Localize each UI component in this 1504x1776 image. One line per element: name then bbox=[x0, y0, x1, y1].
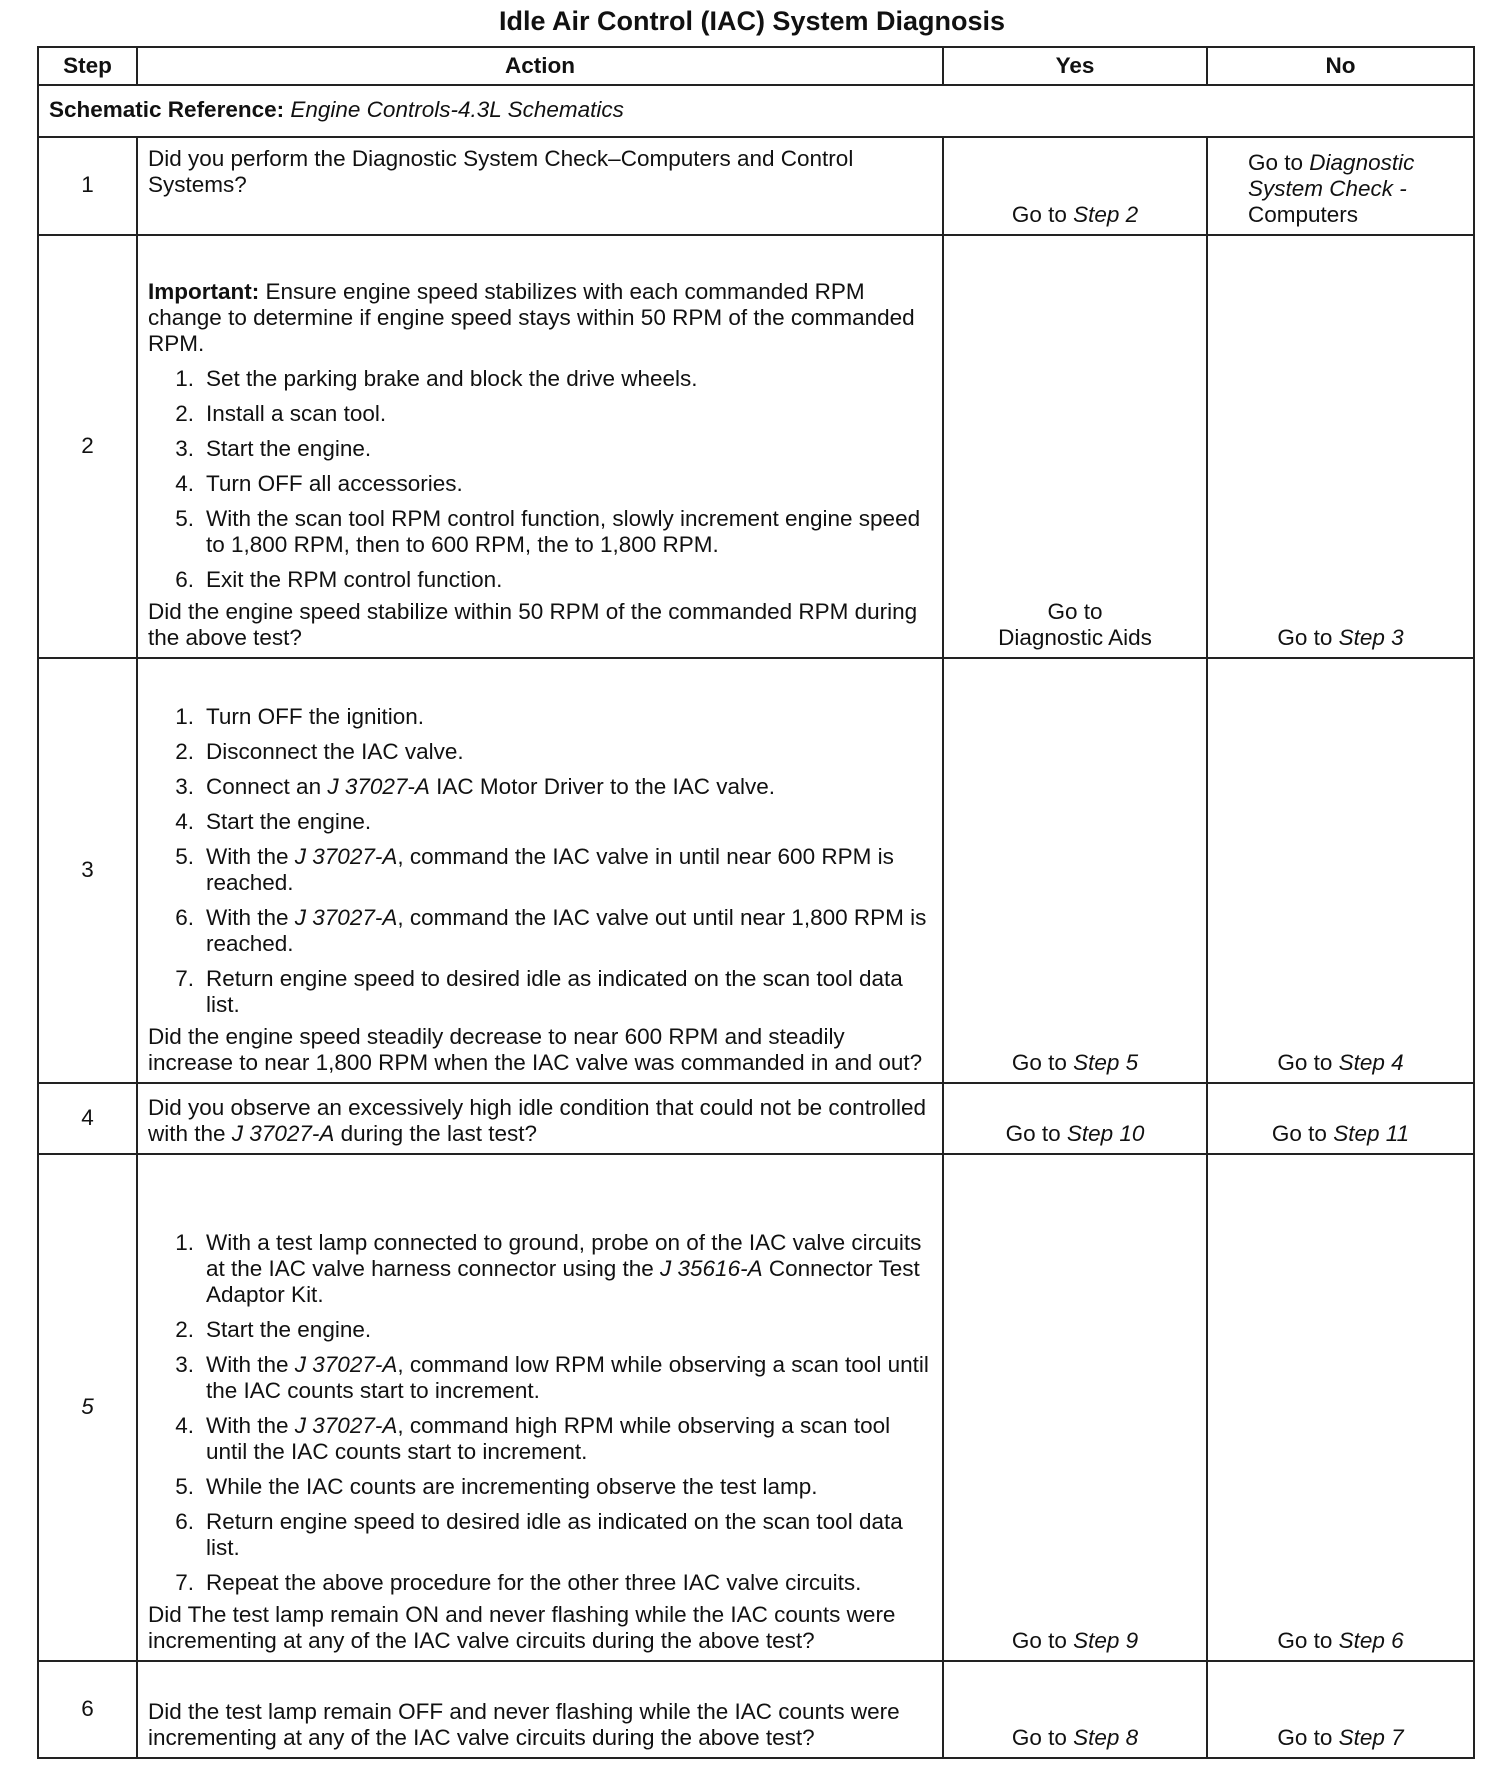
list-item: 6. With the J 37027-A, command the IAC valve out until near 1,800 RPM is reached. bbox=[175, 905, 927, 956]
step-number: 4 bbox=[38, 1083, 137, 1154]
table-row bbox=[38, 137, 1474, 235]
list-item: 3. Start the engine. bbox=[175, 436, 372, 461]
action-cell bbox=[137, 1154, 943, 1661]
no-cell: Go to Step 4 bbox=[1207, 658, 1474, 1083]
list-item: 7. Repeat the above procedure for the other three IAC valve circuits. bbox=[175, 1570, 862, 1595]
list-item: 4. Turn OFF all accessories. bbox=[175, 471, 463, 496]
question-text: Did you observe an excessively high idle condition that could not be controlled with the J 37027-A during the last test? bbox=[148, 1095, 926, 1146]
list-item: 3. With the J 37027-A, command low RPM while observing a scan tool until the IAC counts start to increment. bbox=[175, 1352, 929, 1403]
schematic-label: Schematic Reference: bbox=[49, 97, 285, 122]
yes-ref: Step 2 bbox=[1073, 202, 1139, 227]
step-list bbox=[148, 704, 932, 1018]
no-prefix: Go to bbox=[1248, 150, 1310, 175]
list-item: 2. Install a scan tool. bbox=[175, 401, 387, 426]
list-item: 5. While the IAC counts are incrementing observe the test lamp. bbox=[175, 1474, 818, 1499]
question-text: Did the test lamp remain OFF and never flashing while the IAC counts were incrementing at any of the IAC valve circuits during the above test? bbox=[148, 1699, 900, 1750]
list-item: 1. Set the parking brake and block the drive wheels. bbox=[175, 366, 698, 391]
yes-line1: Go to bbox=[1047, 599, 1103, 624]
yes-ref: Step 10 bbox=[1066, 1121, 1145, 1146]
schematic-row bbox=[38, 85, 1474, 137]
yes-cell: Go to Step 9 bbox=[943, 1154, 1207, 1661]
no-ref: Step 11 bbox=[1333, 1121, 1410, 1146]
important-text: Ensure engine speed stabilizes with each commanded RPM change to determine if engine speed stays within 50 RPM of the commanded RPM. bbox=[148, 279, 915, 356]
table-row bbox=[38, 658, 1474, 1083]
step-list bbox=[148, 366, 932, 593]
yes-cell bbox=[943, 235, 1207, 658]
schematic-reference bbox=[38, 85, 1474, 137]
yes-cell: Go to Step 5 bbox=[943, 658, 1207, 1083]
action-cell bbox=[137, 235, 943, 658]
tool-ref: J 37027-A bbox=[294, 905, 398, 930]
list-item: 4. Start the engine. bbox=[175, 809, 372, 834]
step-list bbox=[148, 1230, 932, 1596]
tool-ref: J 37027-A bbox=[231, 1121, 335, 1146]
yes-ref: Step 9 bbox=[1073, 1628, 1139, 1653]
list-item: 5. With the J 37027-A, command the IAC valve in until near 600 RPM is reached. bbox=[175, 844, 894, 895]
no-ref: Step 7 bbox=[1338, 1725, 1404, 1750]
schematic-value: Engine Controls-4.3L Schematics bbox=[290, 97, 624, 122]
tool-ref: J 37027-A bbox=[294, 1352, 398, 1377]
list-item: 6. Return engine speed to desired idle as indicated on the scan tool data list. bbox=[175, 1509, 903, 1560]
table-row bbox=[38, 1154, 1474, 1661]
no-ref: Step 3 bbox=[1338, 625, 1404, 650]
no-ref: Step 6 bbox=[1338, 1628, 1404, 1653]
tool-ref: J 37027-A bbox=[294, 1413, 398, 1438]
action-cell bbox=[137, 658, 943, 1083]
list-item: 1. With a test lamp connected to ground, probe on of the IAC valve circuits at the IAC valve harness connector using the J 35616-A Connector Test Adaptor Kit. bbox=[175, 1230, 922, 1307]
no-cell bbox=[1207, 137, 1474, 235]
list-item: 2. Disconnect the IAC valve. bbox=[175, 739, 464, 764]
no-cell: Go to Step 6 bbox=[1207, 1154, 1474, 1661]
no-suffix: Computers bbox=[1248, 202, 1359, 227]
list-item: 7. Return engine speed to desired idle as indicated on the scan tool data list. bbox=[175, 966, 903, 1017]
table-row bbox=[38, 1661, 1474, 1758]
tool-ref: J 37027-A bbox=[294, 844, 398, 869]
list-item: 2. Start the engine. bbox=[175, 1317, 372, 1342]
important-label: Important: bbox=[148, 279, 260, 304]
header-no: No bbox=[1207, 47, 1474, 85]
question-text: Did The test lamp remain ON and never flashing while the IAC counts were incrementing at any of the IAC valve circuits during the above test? bbox=[148, 1602, 896, 1653]
step-number: 2 bbox=[38, 235, 137, 658]
action-cell bbox=[137, 137, 943, 235]
header-step: Step bbox=[38, 47, 137, 85]
no-ref: Step 4 bbox=[1338, 1050, 1404, 1075]
list-item: 1. Turn OFF the ignition. bbox=[175, 704, 425, 729]
table-row bbox=[38, 235, 1474, 658]
page-title: Idle Air Control (IAC) System Diagnosis bbox=[498, 6, 1006, 36]
table-row bbox=[38, 1083, 1474, 1154]
question-text: Did you perform the Diagnostic System Check–Computers and Control Systems? bbox=[148, 146, 854, 197]
action-cell bbox=[137, 1661, 943, 1758]
no-cell: Go to Step 7 bbox=[1207, 1661, 1474, 1758]
list-item: 5. With the scan tool RPM control function, slowly increment engine speed to 1,800 RPM, then to 600 RPM, the to 1,800 RPM. bbox=[175, 506, 921, 557]
tool-ref: J 35616-A bbox=[660, 1256, 763, 1281]
question-text: Did the engine speed stabilize within 50 RPM of the commanded RPM during the above test? bbox=[148, 599, 918, 650]
no-ref: Diagnostic System Check - bbox=[1248, 150, 1415, 201]
yes-ref: Step 8 bbox=[1073, 1725, 1139, 1750]
question-text: Did the engine speed steadily decrease to near 600 RPM and steadily increase to near 1,800 RPM when the IAC valve was commanded in and out? bbox=[148, 1024, 923, 1075]
yes-cell: Go to Step 10 bbox=[943, 1083, 1207, 1154]
no-cell: Go to Step 11 bbox=[1207, 1083, 1474, 1154]
header-yes: Yes bbox=[943, 47, 1207, 85]
list-item: 3. Connect an J 37027-A IAC Motor Driver to the IAC valve. bbox=[175, 774, 776, 799]
header-action: Action bbox=[137, 47, 943, 85]
step-number: 1 bbox=[38, 137, 137, 235]
no-cell bbox=[1207, 235, 1474, 658]
list-item: 4. With the J 37027-A, command high RPM while observing a scan tool until the IAC counts start to increment. bbox=[175, 1413, 891, 1464]
header-row bbox=[38, 47, 1474, 85]
action-cell bbox=[137, 1083, 943, 1154]
step-number: 6 bbox=[38, 1661, 137, 1758]
yes-cell: Go to Step 8 bbox=[943, 1661, 1207, 1758]
important-note bbox=[148, 279, 932, 357]
yes-ref: Step 5 bbox=[1073, 1050, 1139, 1075]
no-prefix: Go to bbox=[1277, 625, 1339, 650]
step-number: 5 bbox=[38, 1154, 137, 1661]
yes-prefix: Go to bbox=[1011, 202, 1074, 227]
yes-line2: Diagnostic Aids bbox=[998, 625, 1152, 650]
step-number: 3 bbox=[38, 658, 137, 1083]
diagnosis-table bbox=[37, 46, 1475, 1759]
tool-ref: J 37027-A bbox=[327, 774, 430, 799]
list-item: 6. Exit the RPM control function. bbox=[175, 567, 503, 592]
yes-cell bbox=[943, 137, 1207, 235]
